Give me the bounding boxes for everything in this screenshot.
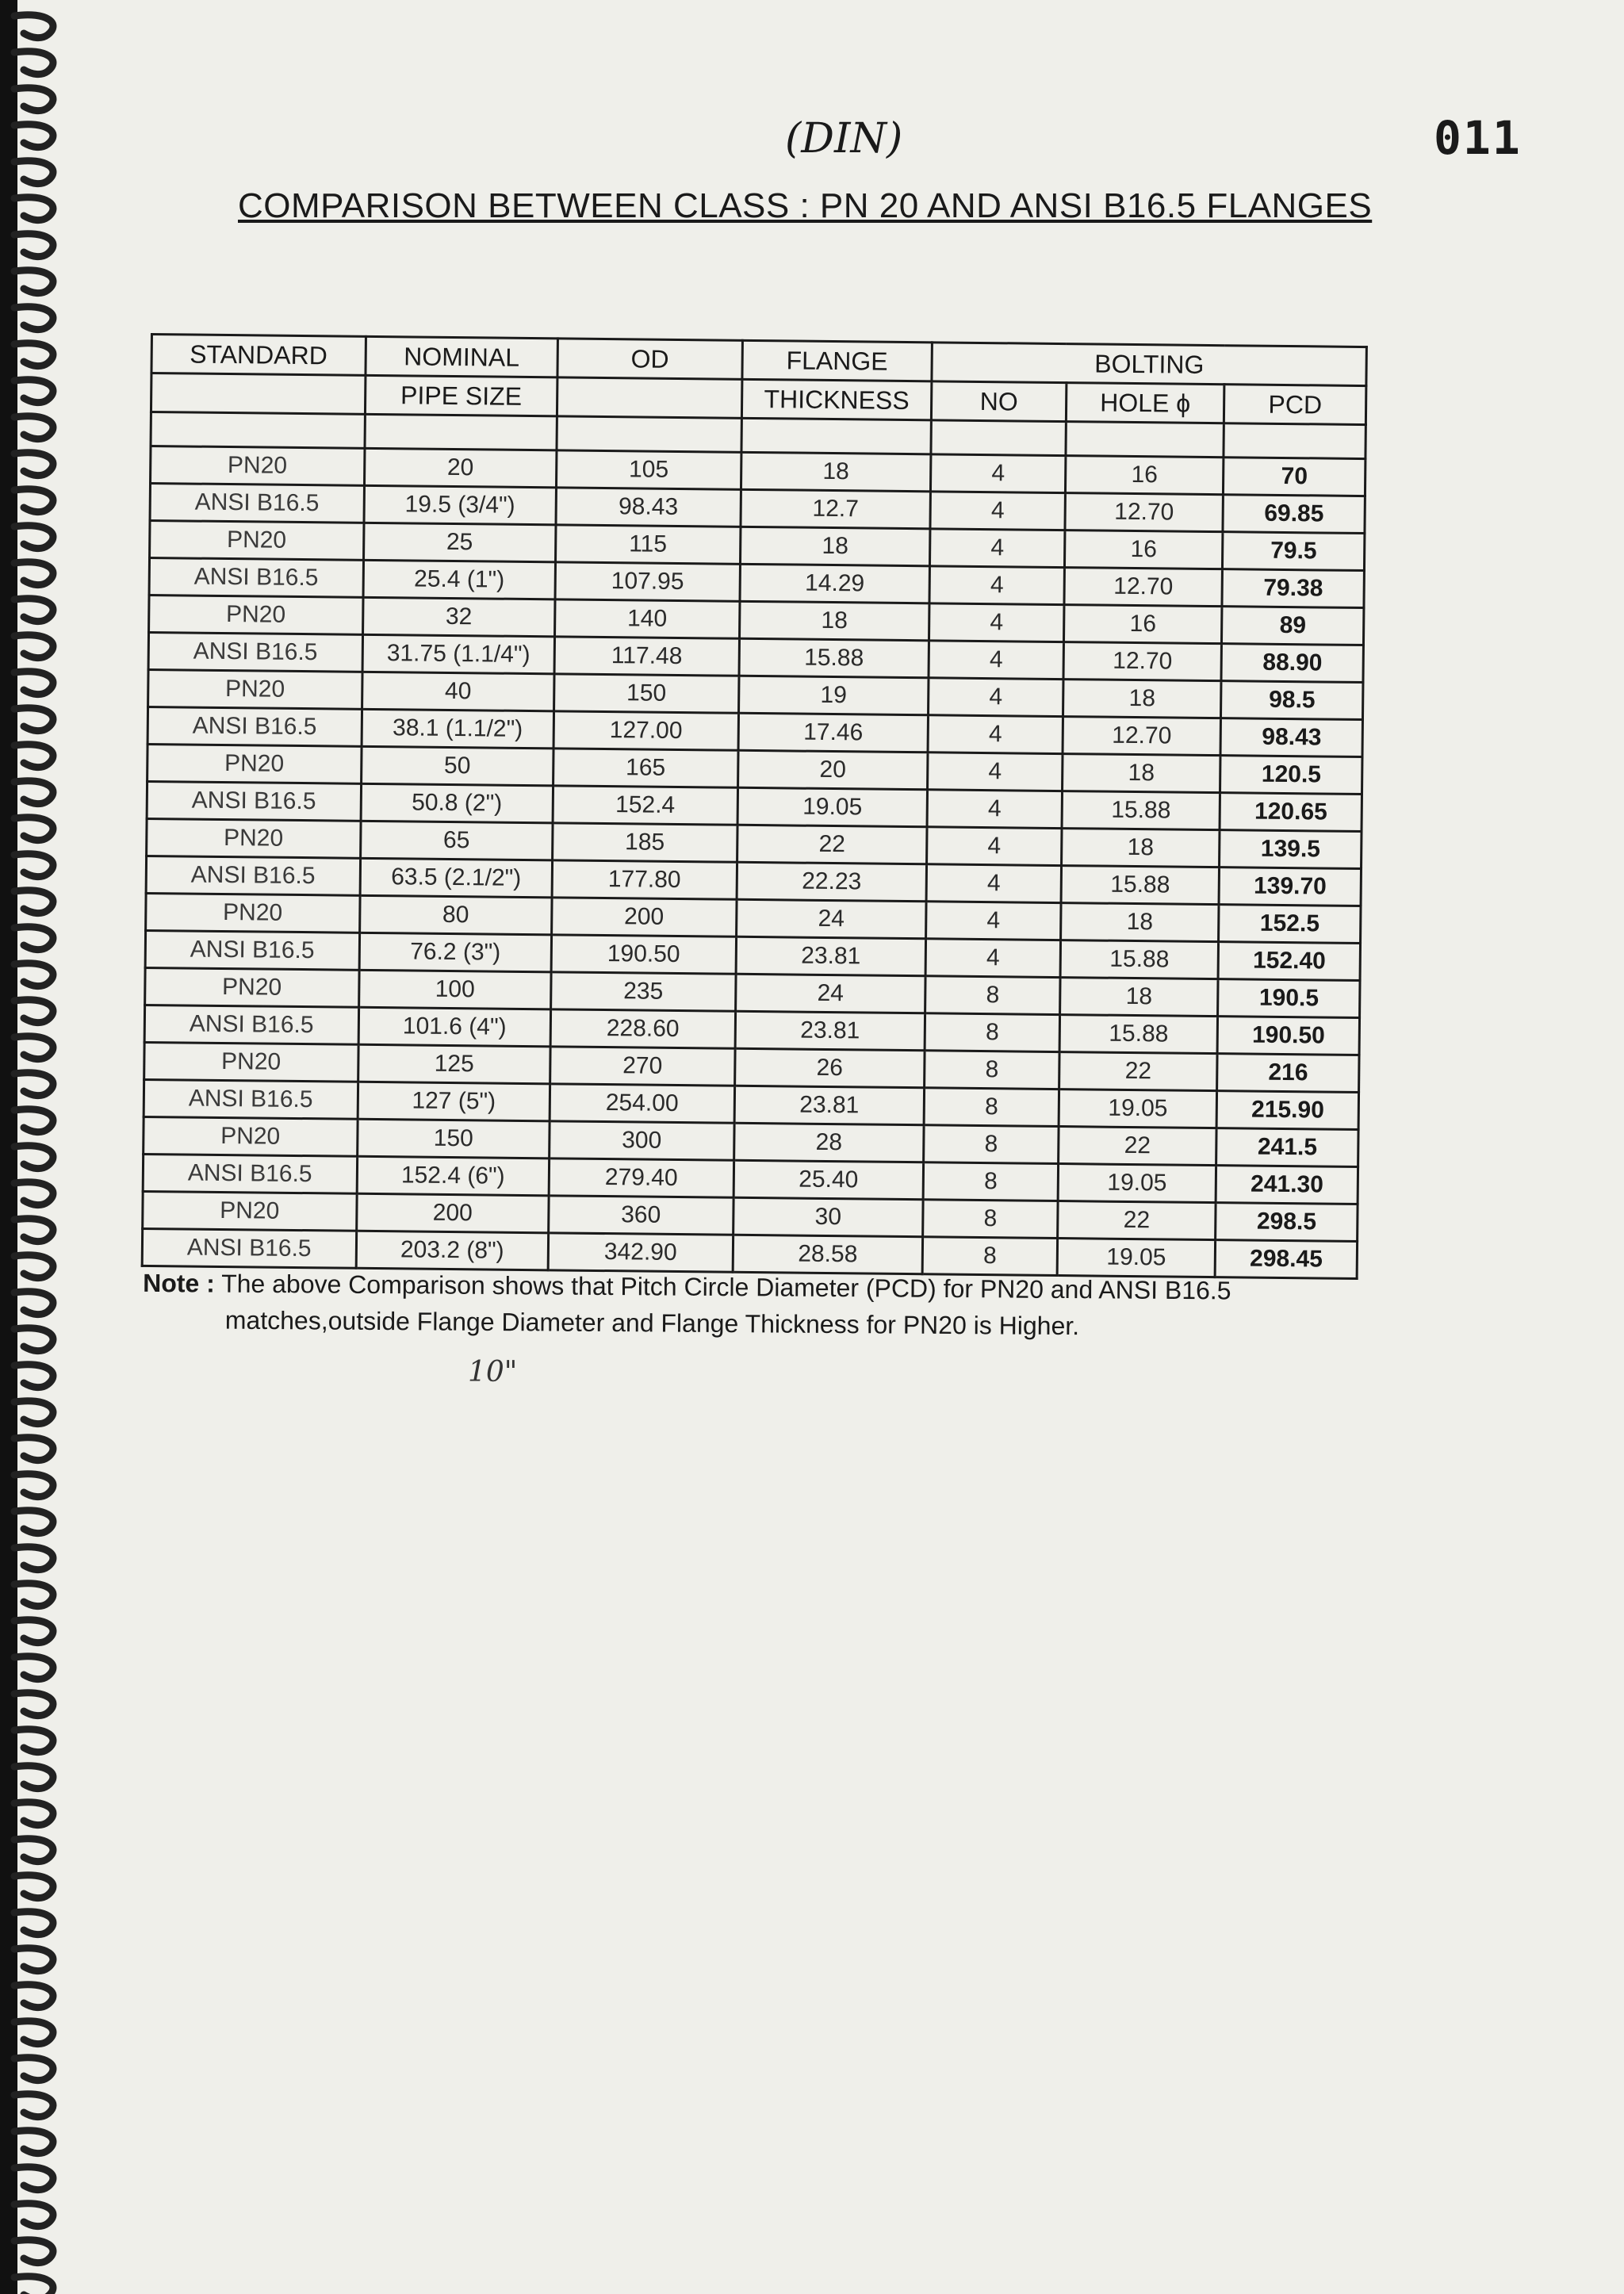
cell-thickness: 15.88 (739, 638, 929, 678)
cell-standard: PN20 (151, 446, 365, 486)
spiral-binding (0, 0, 87, 2294)
cell-thickness: 18 (740, 527, 930, 566)
cell-thickness: 23.81 (736, 936, 926, 976)
cell-od: 165 (553, 749, 738, 787)
cell-od: 105 (557, 450, 741, 489)
cell-no: 4 (930, 529, 1065, 568)
cell-od: 107.95 (555, 562, 740, 601)
cell-no: 4 (926, 864, 1061, 903)
cell-hole: 19.05 (1057, 1239, 1216, 1277)
cell-thickness: 20 (737, 750, 928, 790)
cell-standard: ANSI B16.5 (144, 1005, 358, 1044)
cell-pcd: 89 (1222, 607, 1364, 645)
cell-nominal: 150 (357, 1119, 550, 1158)
cell-hole: 12.70 (1063, 717, 1221, 756)
header-no: NO (932, 381, 1067, 422)
cell-standard: ANSI B16.5 (145, 930, 359, 970)
cell-no: 4 (928, 715, 1063, 754)
cell-od: 152.4 (553, 786, 737, 825)
cell-hole: 22 (1057, 1201, 1216, 1240)
cell-nominal: 127 (5") (358, 1082, 550, 1121)
cell-no: 4 (929, 566, 1064, 605)
cell-standard: PN20 (150, 521, 364, 561)
cell-pcd: 152.40 (1218, 942, 1360, 981)
cell-hole: 15.88 (1062, 791, 1220, 830)
cell-pcd: 69.85 (1223, 495, 1365, 534)
cell-thickness: 26 (734, 1048, 925, 1088)
page-title: COMPARISON BETWEEN CLASS : PN 20 AND ANSI B16.5 FLANGES (238, 186, 1373, 225)
header-hole: HOLE ϕ (1066, 383, 1224, 423)
cell-standard: ANSI B16.5 (143, 1154, 357, 1193)
cell-standard: ANSI B16.5 (147, 707, 362, 746)
cell-od: 228.60 (550, 1009, 735, 1048)
cell-no: 8 (925, 976, 1060, 1015)
cell-od: 279.40 (549, 1158, 733, 1197)
cell-nominal: 101.6 (4") (358, 1007, 551, 1047)
cell-pcd: 120.65 (1220, 793, 1362, 832)
cell-nominal: 50 (361, 746, 553, 786)
cell-thickness: 17.46 (738, 713, 929, 753)
handwritten-ten-note: 10" (468, 1356, 518, 1388)
cell-od: 200 (552, 898, 737, 936)
cell-od: 98.43 (556, 488, 741, 527)
cell-no: 4 (929, 678, 1063, 717)
cell-standard: ANSI B16.5 (149, 558, 363, 598)
cell-nominal: 65 (360, 821, 553, 860)
cell-od: 235 (551, 972, 736, 1011)
header-pcd: PCD (1224, 385, 1366, 425)
cell-nominal: 19.5 (3/4") (364, 485, 557, 525)
note-line-2: matches,outside Flange Diameter and Flange Thickness for PN20 is Higher. (224, 1305, 1080, 1341)
cell-nominal: 38.1 (1.1/2") (362, 709, 554, 749)
cell-thickness: 14.29 (740, 564, 930, 603)
cell-hole: 18 (1061, 829, 1220, 867)
note-label: Note : (143, 1268, 215, 1298)
cell-pcd: 298.45 (1215, 1240, 1357, 1279)
header-nominal-1: NOMINAL (366, 336, 558, 377)
cell-pcd: 216 (1217, 1054, 1359, 1093)
cell-hole: 22 (1059, 1052, 1217, 1091)
cell-standard: PN20 (146, 893, 360, 933)
cell-nominal: 32 (362, 597, 555, 637)
cell-hole: 18 (1063, 680, 1221, 718)
cell-standard: PN20 (148, 669, 362, 709)
cell-no: 4 (927, 827, 1062, 866)
flange-comparison-table (141, 333, 1368, 1280)
cell-thickness: 19.05 (737, 787, 928, 827)
cell-od: 270 (550, 1047, 735, 1086)
cell-pcd: 98.5 (1221, 681, 1363, 720)
cell-standard: PN20 (149, 595, 363, 634)
cell-nominal: 203.2 (8") (356, 1231, 549, 1270)
cell-nominal: 152.4 (6") (357, 1156, 550, 1196)
cell-thickness: 24 (735, 974, 925, 1013)
cell-pcd: 190.50 (1217, 1017, 1359, 1055)
cell-standard: PN20 (144, 1042, 358, 1082)
header-flange-1: FLANGE (741, 340, 932, 381)
cell-no: 4 (930, 492, 1065, 530)
cell-nominal: 31.75 (1.1/4") (362, 634, 555, 674)
cell-od: 177.80 (552, 860, 737, 899)
cell-no: 4 (929, 641, 1063, 680)
cell-od: 115 (556, 525, 741, 564)
cell-pcd: 139.70 (1219, 867, 1361, 906)
cell-thickness: 23.81 (735, 1011, 925, 1051)
cell-no: 8 (925, 1013, 1059, 1052)
cell-standard: PN20 (145, 967, 359, 1007)
cell-nominal: 40 (362, 672, 554, 711)
cell-pcd: 190.5 (1218, 979, 1360, 1018)
cell-pcd: 79.5 (1223, 532, 1365, 571)
cell-hole: 12.70 (1065, 493, 1224, 532)
cell-pcd: 152.5 (1219, 905, 1361, 944)
cell-pcd: 120.5 (1220, 756, 1362, 795)
cell-thickness: 19 (738, 676, 929, 715)
cell-nominal: 125 (358, 1044, 550, 1084)
cell-nominal: 76.2 (3") (359, 933, 552, 972)
cell-od: 300 (550, 1121, 734, 1160)
cell-od: 360 (549, 1196, 733, 1235)
cell-standard: ANSI B16.5 (146, 856, 360, 895)
cell-no: 8 (922, 1237, 1057, 1276)
cell-pcd: 215.90 (1216, 1091, 1358, 1130)
cell-od: 342.90 (548, 1233, 733, 1272)
cell-od: 117.48 (554, 637, 739, 676)
cell-pcd: 298.5 (1216, 1203, 1358, 1242)
cell-nominal: 200 (356, 1193, 549, 1233)
cell-thickness: 28 (733, 1123, 924, 1162)
cell-no: 8 (925, 1051, 1059, 1090)
cell-no: 4 (929, 603, 1064, 642)
cell-thickness: 18 (739, 601, 929, 641)
cell-thickness: 25.40 (733, 1160, 924, 1200)
cell-standard: ANSI B16.5 (150, 484, 364, 523)
cell-thickness: 24 (736, 899, 926, 939)
cell-hole: 15.88 (1061, 866, 1220, 905)
cell-hole: 15.88 (1060, 940, 1219, 979)
cell-pcd: 241.5 (1216, 1128, 1358, 1167)
cell-nominal: 25.4 (1") (363, 560, 556, 599)
handwritten-din-note: (DIN) (785, 115, 903, 163)
cell-hole: 12.70 (1063, 642, 1222, 681)
note-line-1: The above Comparison shows that Pitch Circle Diameter (PCD) for PN20 and ANSI B16.5 (221, 1269, 1231, 1305)
cell-thickness: 28.58 (733, 1235, 923, 1274)
header-bolting: BOLTING (932, 343, 1366, 386)
cell-standard: PN20 (144, 1116, 358, 1156)
header-od-blank (557, 377, 742, 418)
cell-hole: 18 (1060, 903, 1219, 942)
cell-nominal: 100 (358, 970, 551, 1009)
cell-hole: 18 (1062, 754, 1220, 793)
cell-no: 4 (925, 939, 1060, 978)
cell-nominal: 20 (364, 448, 557, 488)
header-od: OD (557, 339, 742, 379)
cell-hole: 22 (1058, 1127, 1216, 1166)
cell-standard: PN20 (143, 1191, 357, 1231)
cell-pcd: 241.30 (1216, 1166, 1358, 1204)
cell-no: 8 (923, 1162, 1058, 1201)
cell-od: 185 (553, 823, 737, 862)
cell-no: 4 (927, 790, 1062, 829)
cell-standard: ANSI B16.5 (142, 1228, 356, 1268)
cell-pcd: 79.38 (1222, 569, 1364, 608)
page-number: 011 (1434, 111, 1522, 165)
cell-nominal: 25 (363, 523, 556, 562)
header-standard: STANDARD (151, 335, 366, 376)
cell-standard: ANSI B16.5 (147, 781, 361, 821)
header-nominal-2: PIPE SIZE (365, 375, 557, 416)
cell-pcd: 139.5 (1220, 830, 1362, 869)
cell-od: 190.50 (551, 935, 736, 974)
cell-nominal: 63.5 (2.1/2") (360, 858, 553, 898)
cell-pcd: 98.43 (1220, 718, 1362, 757)
cell-od: 150 (554, 674, 739, 713)
cell-standard: PN20 (147, 744, 362, 783)
cell-standard: PN20 (147, 818, 361, 858)
cell-thickness: 22.23 (737, 862, 927, 902)
cell-hole: 19.05 (1058, 1164, 1216, 1203)
cell-thickness: 22 (737, 825, 927, 864)
header-standard-blank (151, 373, 365, 415)
cell-thickness: 12.7 (741, 489, 931, 529)
cell-standard: ANSI B16.5 (148, 632, 362, 672)
cell-hole: 19.05 (1059, 1090, 1217, 1128)
cell-thickness: 23.81 (734, 1086, 925, 1125)
cell-hole: 18 (1059, 978, 1218, 1017)
cell-no: 4 (931, 454, 1066, 493)
cell-od: 254.00 (550, 1084, 734, 1123)
cell-nominal: 50.8 (2") (361, 783, 553, 823)
cell-hole: 16 (1064, 530, 1223, 569)
cell-od: 127.00 (553, 711, 738, 750)
cell-no: 8 (924, 1125, 1059, 1164)
header-flange-2: THICKNESS (741, 379, 932, 420)
cell-thickness: 30 (733, 1197, 923, 1237)
cell-hole: 16 (1065, 456, 1224, 495)
cell-thickness: 18 (741, 452, 931, 492)
cell-hole: 16 (1063, 605, 1222, 644)
cell-no: 4 (926, 902, 1061, 940)
cell-standard: ANSI B16.5 (144, 1079, 358, 1119)
cell-no: 4 (928, 753, 1063, 791)
cell-pcd: 88.90 (1221, 644, 1363, 683)
cell-hole: 15.88 (1059, 1015, 1218, 1054)
cell-pcd: 70 (1224, 458, 1365, 496)
note (143, 1265, 1301, 1346)
cell-nominal: 80 (359, 895, 552, 935)
cell-no: 8 (924, 1088, 1059, 1127)
cell-hole: 12.70 (1064, 568, 1223, 607)
cell-od: 140 (555, 599, 740, 638)
cell-no: 8 (923, 1200, 1058, 1239)
